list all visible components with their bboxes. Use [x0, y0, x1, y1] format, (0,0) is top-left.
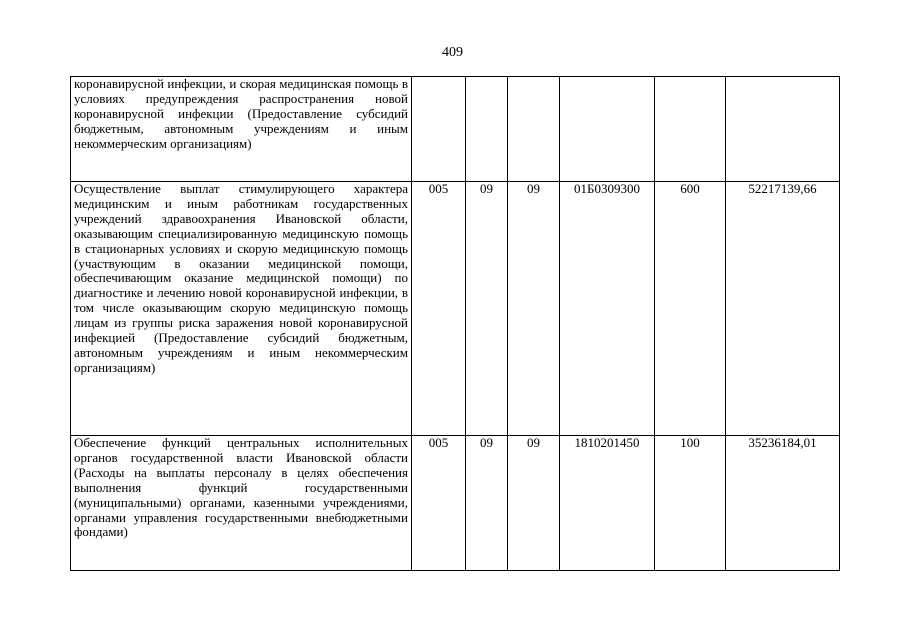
- admin-code-cell: 005: [412, 182, 466, 436]
- row-description: Обеспечение функций центральных исполнительных органов государственной власти Ивановской области (Расходы на выплаты персоналу в целях обеспечения выполнения функций государственными (муниципальными) органами, казенными учреждениями, органами управления государственными внебюджетными фондами): [71, 436, 412, 571]
- expense-type-cell: 100: [655, 436, 726, 571]
- admin-code-cell: [412, 77, 466, 182]
- expense-type-cell: 600: [655, 182, 726, 436]
- expense-type-cell: [655, 77, 726, 182]
- table-row: [71, 77, 840, 182]
- amount-cell: [726, 77, 840, 182]
- amount-cell: 52217139,66: [726, 182, 840, 436]
- page-number: 409: [442, 45, 463, 60]
- target-article-cell: 1810201450: [560, 436, 655, 571]
- table-row: [71, 436, 840, 571]
- row-description: Осуществление выплат стимулирующего характера медицинским и иным работникам государственных учреждений здравоохранения Ивановской области, оказывающим специализированную медицинскую помощь в стационарных условиях и скорую медицинскую помощь (участвующим в оказании медицинской помощи, обеспечивающим оказание медицинской помощи) по диагностике и лечению новой коронавирусной инфекции, в том числе оказывающим скорую медицинскую помощь лицам из группы риска заражения новой коронавирусной инфекцией (Предоставление субсидий бюджетным, автономным учреждениям и иным некоммерческим организациям): [71, 182, 412, 436]
- section-cell: [466, 77, 508, 182]
- subsection-cell: 09: [508, 182, 560, 436]
- amount-cell: 35236184,01: [726, 436, 840, 571]
- target-article-cell: [560, 77, 655, 182]
- section-cell: 09: [466, 436, 508, 571]
- admin-code-cell: 005: [412, 436, 466, 571]
- budget-table: [70, 76, 840, 571]
- row-description: коронавирусной инфекции, и скорая медицинская помощь в условиях предупреждения распространения новой коронавирусной инфекции (Предоставление субсидий бюджетным, автономным учреждениям и иным некоммерческим организациям): [71, 77, 412, 182]
- table-row: [71, 182, 840, 436]
- subsection-cell: 09: [508, 436, 560, 571]
- target-article-cell: 01Б0309300: [560, 182, 655, 436]
- section-cell: 09: [466, 182, 508, 436]
- subsection-cell: [508, 77, 560, 182]
